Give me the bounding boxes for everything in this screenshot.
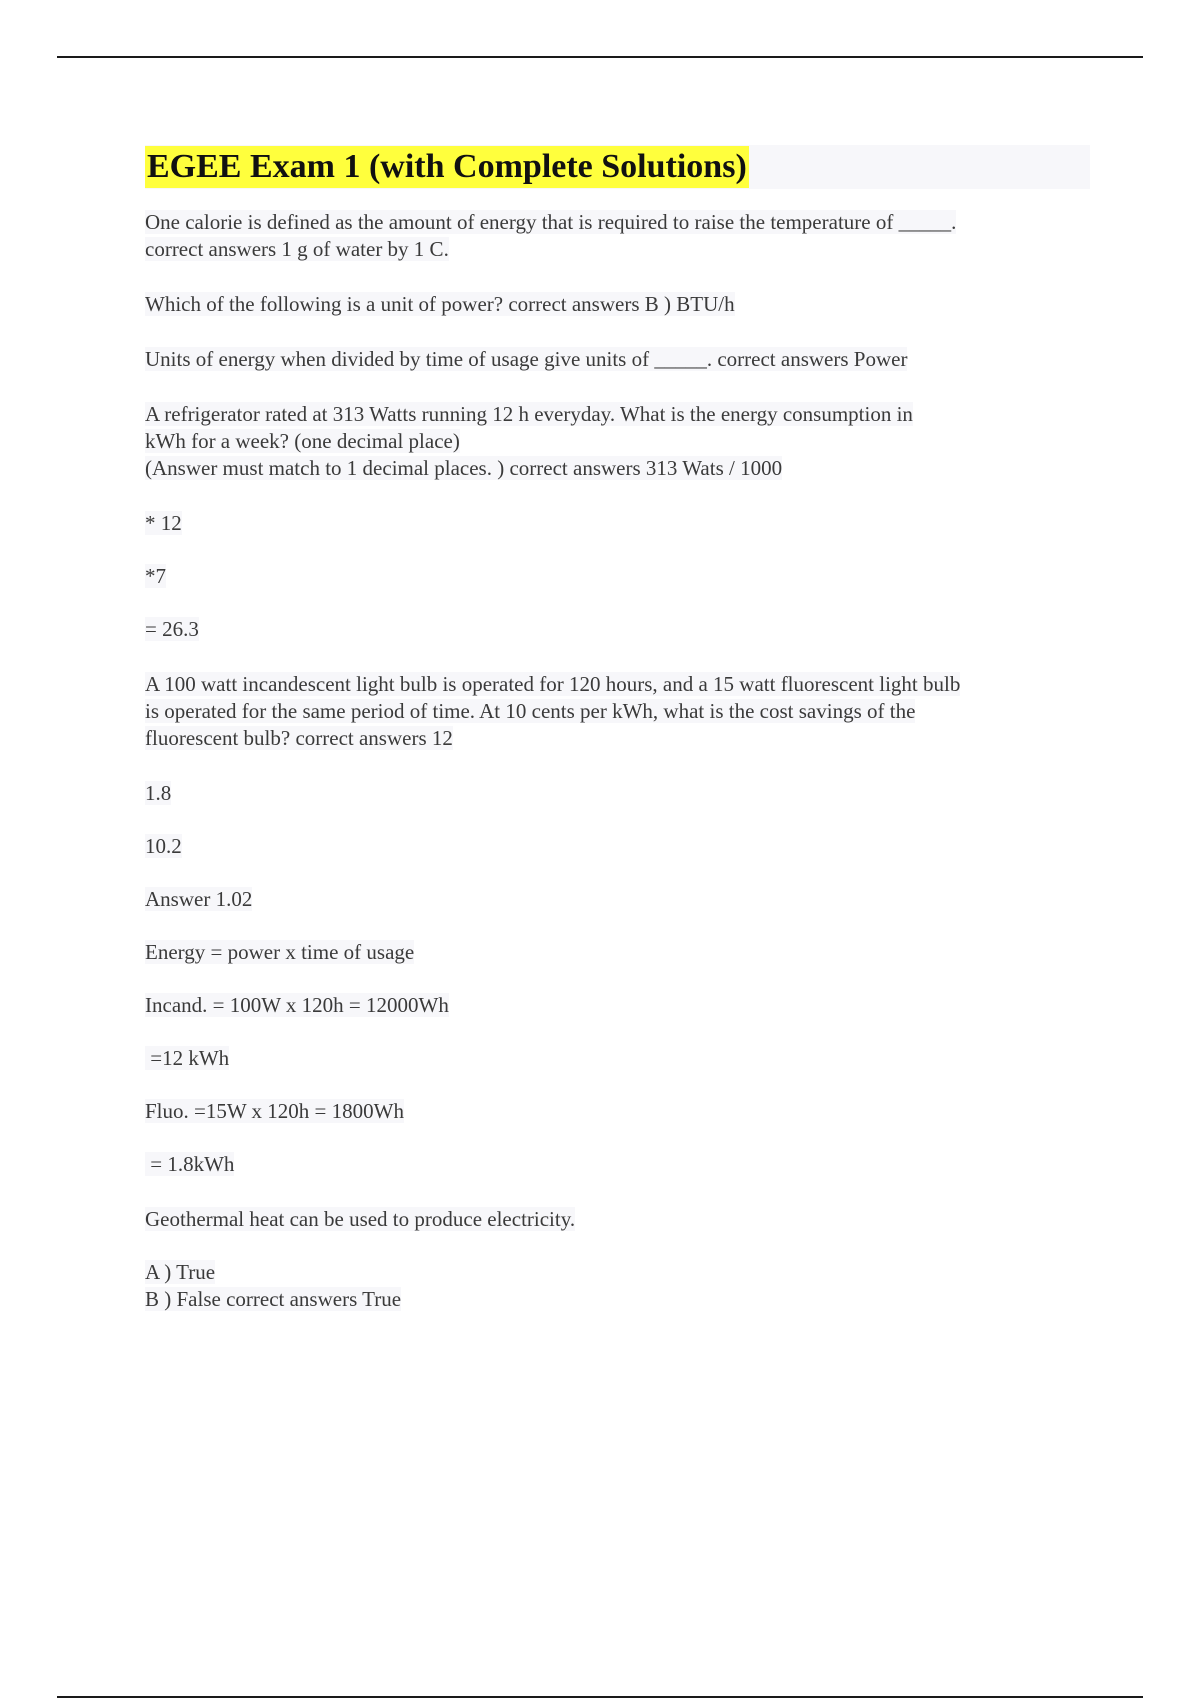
answer-line: Fluo. =15W x 120h = 1800Wh xyxy=(145,1099,404,1123)
document-title: EGEE Exam 1 (with Complete Solutions) xyxy=(145,146,749,188)
document-body xyxy=(145,145,1090,1313)
answer-line: Energy = power x time of usage xyxy=(145,940,415,964)
question-geothermal: Geothermal heat can be used to produce electricity. xyxy=(145,1207,576,1231)
title-band xyxy=(145,145,1090,189)
question-calorie: One calorie is defined as the amount of energy that is required to raise the temperature of _____. correct answers 1 g of water by 1 C. xyxy=(145,210,957,261)
answer-line: Answer 1.02 xyxy=(145,887,253,911)
question-light-bulb: A 100 watt incandescent light bulb is operated for 120 hours, and a 15 watt fluorescent light bulb is operated for the same period of time. At 10 cents per kWh, what is the cost savings of the fluorescent bulb? correct answers 12 xyxy=(145,672,961,750)
answer-line: * 12 xyxy=(145,511,182,535)
question-energy-over-time: Units of energy when divided by time of usage give units of _____. correct answers Power xyxy=(145,347,908,371)
question-unit-of-power: Which of the following is a unit of power? correct answers B ) BTU/h xyxy=(145,292,735,316)
question-refrigerator: A refrigerator rated at 313 Watts running 12 h everyday. What is the energy consumption in kWh for a week? (one decimal place) (Answer must match to 1 decimal places. ) correct answers 313 Wats / 1000 xyxy=(145,402,913,480)
answer-line: = 26.3 xyxy=(145,617,199,641)
answer-options: A ) True B ) False correct answers True xyxy=(145,1260,402,1311)
answer-line: Incand. = 100W x 120h = 12000Wh xyxy=(145,993,449,1017)
answer-line: =12 kWh xyxy=(145,1046,230,1070)
answer-line: 1.8 xyxy=(145,781,172,805)
answer-line: *7 xyxy=(145,564,166,588)
answer-line: 10.2 xyxy=(145,834,182,858)
answer-line: = 1.8kWh xyxy=(145,1152,235,1176)
footer-rule xyxy=(57,1696,1143,1698)
header-rule xyxy=(57,56,1143,58)
